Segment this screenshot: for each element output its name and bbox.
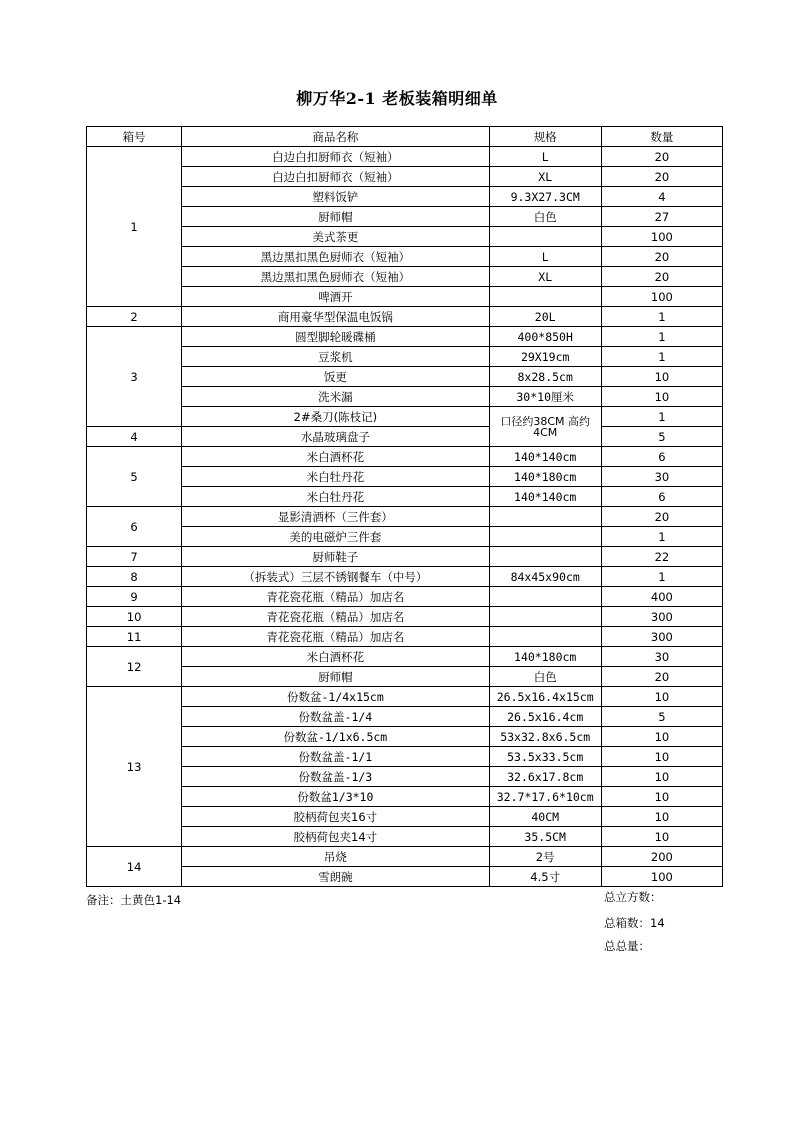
spec-cell: 140*140cm — [489, 487, 601, 507]
box-number-cell: 6 — [87, 507, 182, 547]
product-name-cell: 黑边黑扣黑色厨师衣（短袖） — [182, 267, 489, 287]
quantity-cell: 5 — [601, 707, 722, 727]
table-row — [87, 307, 723, 327]
spec-cell: 2号 — [489, 847, 601, 867]
spec-cell: 140*180cm — [489, 647, 601, 667]
table-row — [87, 467, 723, 487]
total-boxes-label: 总箱数：14 — [604, 916, 665, 930]
quantity-cell: 6 — [601, 447, 722, 467]
spec-cell — [489, 227, 601, 247]
quantity-cell: 22 — [601, 547, 722, 567]
quantity-cell: 20 — [601, 667, 722, 687]
quantity-cell: 10 — [601, 787, 722, 807]
product-name-cell: 厨师帽 — [182, 667, 489, 687]
quantity-cell: 27 — [601, 207, 722, 227]
table-row — [87, 767, 723, 787]
product-name-cell: 2#桑刀(陈枝记) — [182, 407, 489, 427]
product-name-cell: （拆装式）三层不锈钢餐车（中号） — [182, 567, 489, 587]
table-row — [87, 287, 723, 307]
table-row — [87, 267, 723, 287]
spec-cell — [489, 507, 601, 527]
product-name-cell: 份数盆-1/1x6.5cm — [182, 727, 489, 747]
spec-cell — [489, 587, 601, 607]
spec-cell: 29X19cm — [489, 347, 601, 367]
spec-cell: 32.6x17.8cm — [489, 767, 601, 787]
product-name-cell: 啤酒开 — [182, 287, 489, 307]
box-number-cell: 13 — [87, 687, 182, 847]
table-row — [87, 367, 723, 387]
table-row — [87, 427, 723, 447]
spec-cell: 35.5CM — [489, 827, 601, 847]
quantity-cell: 200 — [601, 847, 722, 867]
page-title: 柳万华2-1 老板装箱明细单 — [296, 89, 498, 108]
quantity-cell: 1 — [601, 527, 722, 547]
product-name-cell: 吊烧 — [182, 847, 489, 867]
quantity-cell: 10 — [601, 767, 722, 787]
table-row — [87, 647, 723, 667]
quantity-cell: 10 — [601, 727, 722, 747]
box-number-cell: 1 — [87, 147, 182, 307]
quantity-cell: 1 — [601, 327, 722, 347]
quantity-cell: 6 — [601, 487, 722, 507]
table-row — [87, 167, 723, 187]
table-row — [87, 847, 723, 867]
product-name-cell: 黑边黑扣黑色厨师衣（短袖） — [182, 247, 489, 267]
spec-cell: 口径约38CM 高约4CM — [489, 407, 601, 447]
quantity-cell: 30 — [601, 647, 722, 667]
spec-cell: 84x45x90cm — [489, 567, 601, 587]
product-name-cell: 饭更 — [182, 367, 489, 387]
box-number-cell: 9 — [87, 587, 182, 607]
product-name-cell: 胶柄荷包夹14寸 — [182, 827, 489, 847]
spec-cell: 26.5x16.4x15cm — [489, 687, 601, 707]
quantity-cell: 1 — [601, 567, 722, 587]
spec-cell: 140*140cm — [489, 447, 601, 467]
product-name-cell: 厨师鞋子 — [182, 547, 489, 567]
product-name-cell: 青花瓷花瓶（精品）加店名 — [182, 587, 489, 607]
table-row — [87, 667, 723, 687]
spec-cell: 40CM — [489, 807, 601, 827]
spec-cell — [489, 287, 601, 307]
quantity-cell: 20 — [601, 267, 722, 287]
header-box-no: 箱号 — [87, 127, 182, 147]
quantity-cell: 10 — [601, 367, 722, 387]
quantity-cell: 4 — [601, 187, 722, 207]
header-spec: 规格 — [489, 127, 601, 147]
product-name-cell: 米白牡丹花 — [182, 467, 489, 487]
table-row — [87, 607, 723, 627]
table-row — [87, 487, 723, 507]
box-number-cell: 14 — [87, 847, 182, 887]
table-row — [87, 747, 723, 767]
spec-cell: 白色 — [489, 207, 601, 227]
spec-cell — [489, 547, 601, 567]
product-name-cell: 豆浆机 — [182, 347, 489, 367]
spec-cell: 140*180cm — [489, 467, 601, 487]
spec-cell — [489, 607, 601, 627]
spec-cell: 30*10厘米 — [489, 387, 601, 407]
total-weight-label: 总总量： — [604, 939, 650, 953]
product-name-cell: 厨师帽 — [182, 207, 489, 227]
product-name-cell: 米白酒杯花 — [182, 647, 489, 667]
spec-cell: 白色 — [489, 667, 601, 687]
box-number-cell: 10 — [87, 607, 182, 627]
quantity-cell: 20 — [601, 167, 722, 187]
table-row — [87, 147, 723, 167]
table-row — [87, 787, 723, 807]
quantity-cell: 300 — [601, 607, 722, 627]
table-row — [87, 727, 723, 747]
table-row — [87, 627, 723, 647]
product-name-cell: 份数盆1/3*10 — [182, 787, 489, 807]
product-name-cell: 商用豪华型保温电饭锅 — [182, 307, 489, 327]
table-row — [87, 407, 723, 427]
header-product-name: 商品名称 — [182, 127, 489, 147]
product-name-cell: 洗米漏 — [182, 387, 489, 407]
product-name-cell: 份数盆盖-1/3 — [182, 767, 489, 787]
table-row — [87, 187, 723, 207]
spec-cell: 4.5寸 — [489, 867, 601, 887]
quantity-cell: 20 — [601, 507, 722, 527]
box-number-cell: 7 — [87, 547, 182, 567]
box-number-cell: 5 — [87, 447, 182, 507]
product-name-cell: 米白牡丹花 — [182, 487, 489, 507]
table-row — [87, 347, 723, 367]
box-number-cell: 3 — [87, 327, 182, 427]
table-row — [87, 707, 723, 727]
quantity-cell: 20 — [601, 147, 722, 167]
table-row — [87, 687, 723, 707]
quantity-cell: 400 — [601, 587, 722, 607]
quantity-cell: 10 — [601, 807, 722, 827]
product-name-cell: 显影清酒杯（三件套） — [182, 507, 489, 527]
table-row — [87, 567, 723, 587]
quantity-cell: 10 — [601, 387, 722, 407]
quantity-cell: 1 — [601, 307, 722, 327]
quantity-cell: 10 — [601, 747, 722, 767]
spec-cell: 20L — [489, 307, 601, 327]
quantity-cell: 10 — [601, 827, 722, 847]
spec-cell: 53.5x33.5cm — [489, 747, 601, 767]
box-number-cell: 2 — [87, 307, 182, 327]
product-name-cell: 青花瓷花瓶（精品）加店名 — [182, 627, 489, 647]
table-row — [87, 547, 723, 567]
product-name-cell: 美式茶更 — [182, 227, 489, 247]
total-volume-label: 总立方数： — [604, 890, 662, 904]
spec-cell: 53x32.8x6.5cm — [489, 727, 601, 747]
quantity-cell: 300 — [601, 627, 722, 647]
spec-cell: 9.3X27.3CM — [489, 187, 601, 207]
product-name-cell: 份数盆盖-1/4 — [182, 707, 489, 727]
product-name-cell: 雪朗碗 — [182, 867, 489, 887]
quantity-cell: 1 — [601, 407, 722, 427]
product-name-cell: 青花瓷花瓶（精品）加店名 — [182, 607, 489, 627]
spec-cell: L — [489, 147, 601, 167]
table-row — [87, 507, 723, 527]
quantity-cell: 100 — [601, 867, 722, 887]
remark-note: 备注：土黄色1-14 — [86, 893, 182, 907]
product-name-cell: 美的电磁炉三件套 — [182, 527, 489, 547]
spec-cell: XL — [489, 167, 601, 187]
quantity-cell: 10 — [601, 687, 722, 707]
box-number-cell: 11 — [87, 627, 182, 647]
table-header-row — [87, 127, 723, 147]
table-row — [87, 827, 723, 847]
box-number-cell: 4 — [87, 427, 182, 447]
table-row — [87, 867, 723, 887]
product-name-cell: 塑料饭铲 — [182, 187, 489, 207]
table-row — [87, 247, 723, 267]
product-name-cell: 水晶玻璃盘子 — [182, 427, 489, 447]
spec-cell: XL — [489, 267, 601, 287]
spec-cell: L — [489, 247, 601, 267]
product-name-cell: 圆型脚轮暖碟桶 — [182, 327, 489, 347]
quantity-cell: 100 — [601, 287, 722, 307]
quantity-cell: 100 — [601, 227, 722, 247]
spec-cell: 26.5x16.4cm — [489, 707, 601, 727]
spec-cell: 8x28.5cm — [489, 367, 601, 387]
table-row — [87, 387, 723, 407]
spec-cell — [489, 527, 601, 547]
box-number-cell: 12 — [87, 647, 182, 687]
product-name-cell: 米白酒杯花 — [182, 447, 489, 467]
spec-cell: 400*850H — [489, 327, 601, 347]
table-row — [87, 207, 723, 227]
product-name-cell: 胶柄荷包夹16寸 — [182, 807, 489, 827]
box-number-cell: 8 — [87, 567, 182, 587]
product-name-cell: 白边白扣厨师衣（短袖） — [182, 147, 489, 167]
table-row — [87, 227, 723, 247]
quantity-cell: 5 — [601, 427, 722, 447]
spec-cell — [489, 627, 601, 647]
table-row — [87, 587, 723, 607]
product-name-cell: 份数盆盖-1/1 — [182, 747, 489, 767]
table-row — [87, 807, 723, 827]
header-quantity: 数量 — [601, 127, 722, 147]
product-name-cell: 份数盆-1/4x15cm — [182, 687, 489, 707]
table-row — [87, 527, 723, 547]
product-name-cell: 白边白扣厨师衣（短袖） — [182, 167, 489, 187]
quantity-cell: 1 — [601, 347, 722, 367]
table-row — [87, 447, 723, 467]
packing-list-table — [86, 126, 723, 887]
spec-cell: 32.7*17.6*10cm — [489, 787, 601, 807]
quantity-cell: 20 — [601, 247, 722, 267]
quantity-cell: 30 — [601, 467, 722, 487]
table-row — [87, 327, 723, 347]
